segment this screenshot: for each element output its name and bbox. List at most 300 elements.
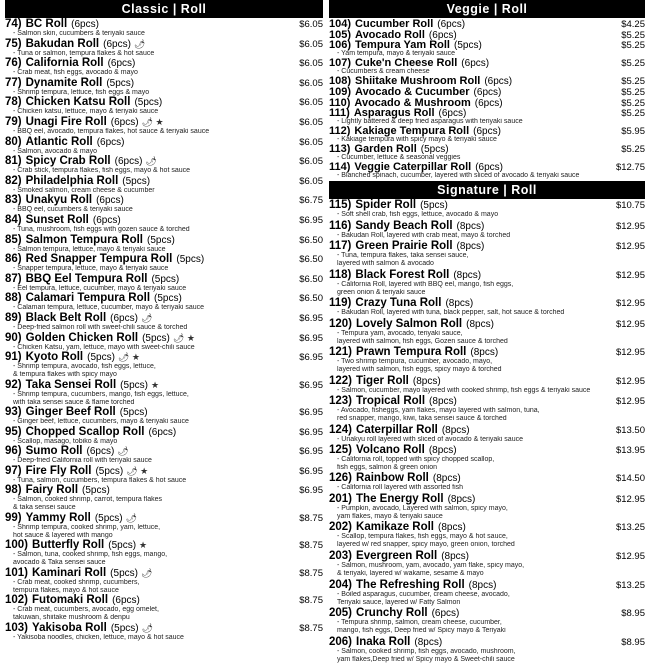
item-price: $6.95	[299, 446, 323, 458]
item-name: Unakyu Roll	[25, 194, 93, 207]
item-description: - Tuna, mushroom, fish eggs with gozen sauce & torched	[13, 225, 190, 233]
item-number: 105)	[329, 28, 352, 41]
menu-item	[329, 161, 645, 179]
menu-item-row	[5, 622, 323, 634]
item-price: $12.75	[615, 162, 645, 174]
item-description: - Shrimp tempura, cooked shrimp, yam, lettuce,	[13, 523, 161, 531]
item-number: 107)	[329, 57, 352, 70]
item-description: - Scallop, tempura flakes, fish eggs, mayo & hot sauce,	[337, 533, 508, 541]
item-description: - Eel tempura, lettuce, cucumber, mayo & teriyaki sauce	[13, 284, 187, 292]
menu-item-row	[329, 297, 645, 309]
item-price: $6.50	[299, 234, 323, 246]
item-name: Butterfly Roll	[32, 539, 105, 552]
item-description: - Crab meat, fish eggs, avocado & mayo	[13, 69, 138, 77]
item-price: $6.05	[299, 19, 323, 30]
item-name: Cucumber Roll	[355, 18, 434, 30]
menu-item-row	[329, 550, 645, 562]
item-price: $6.50	[299, 273, 323, 285]
item-price: $12.95	[615, 318, 645, 330]
item-name: Garden Roll	[354, 143, 417, 156]
item-name: Avocado & Mushroom	[354, 96, 471, 109]
menu-item	[329, 107, 645, 125]
item-pieces: (5pcs)	[122, 175, 151, 187]
menu-item-row	[5, 77, 323, 89]
menu-item	[329, 18, 645, 29]
item-name: Kakiage Tempura Roll	[354, 125, 470, 138]
item-number: 121)	[329, 346, 353, 359]
item-number: 92)	[5, 378, 22, 391]
item-description: - Salmon, cucumber, mayo layered with cooked shrimp, fish eggs & teriyaki sauce	[337, 386, 591, 394]
item-pieces: (8pcs)	[428, 444, 457, 456]
item-name: Yammy Roll	[25, 511, 91, 524]
item-pieces: (6pcs)	[96, 195, 124, 207]
item-description: fish eggs, salmon & green onion	[337, 463, 438, 471]
item-price: $12.95	[615, 375, 645, 387]
item-name: Golden Chicken Roll	[25, 331, 139, 344]
item-description: - Shrimp tempura, lettuce, fish eggs & mayo	[13, 88, 150, 96]
menu-item-row	[329, 375, 645, 387]
item-price: $8.75	[299, 622, 323, 634]
item-price: $13.50	[615, 424, 645, 436]
item-pieces: (5pcs)	[87, 352, 115, 364]
item-price: $6.05	[299, 38, 323, 50]
item-description: - California roll, topped with spicy chopped scallop,	[337, 455, 495, 463]
menu-item-row	[5, 273, 323, 285]
item-description: - Ginger beef, lettuce, cucumbers, mayo & teriyaki sauce	[13, 418, 189, 426]
item-pieces: (6pcs)	[475, 162, 503, 174]
item-description: - Chicken katsu, lettuce, mayo & teriyaki sauce	[13, 108, 159, 116]
item-description: - Smoked salmon, cream cheese & cucumber	[13, 186, 155, 194]
item-number: 118)	[329, 268, 352, 281]
item-description: - Cucumbers & cream cheese	[337, 67, 430, 75]
item-number: 119)	[329, 297, 352, 310]
item-number: 123)	[329, 395, 353, 407]
item-description: mango, fish eggs, Deep fried w/ Spicy mayo & Teriyaki	[337, 627, 506, 635]
item-name: Bakudan Roll	[25, 37, 100, 50]
item-price: $6.95	[299, 407, 323, 419]
menu-item	[329, 125, 645, 143]
menu-item	[5, 465, 323, 485]
item-price: $5.25	[621, 29, 645, 41]
item-price: $6.05	[299, 136, 323, 148]
menu-item	[5, 155, 323, 175]
menu-item-row	[5, 465, 323, 477]
menu-item	[5, 136, 323, 156]
item-name: Rainbow Roll	[356, 472, 429, 485]
menu-item-row	[5, 406, 323, 418]
menu-item	[329, 86, 645, 97]
item-pieces: (6pcs)	[438, 108, 467, 120]
item-price: $6.75	[299, 195, 323, 207]
item-description: - Yakisoba noodles, chicken, lettuce, mayo & hot sauce	[13, 633, 184, 641]
menu-item-row	[329, 97, 645, 108]
menu-item	[329, 579, 645, 608]
menu-item-row	[329, 143, 645, 154]
item-number: 109)	[329, 86, 352, 99]
item-number: 116)	[329, 219, 352, 232]
item-name: Calamari Tempura Roll	[25, 292, 151, 305]
item-name: Lovely Salmon Roll	[356, 317, 463, 330]
menu-item-row	[5, 38, 323, 50]
item-pieces: (8pcs)	[456, 241, 485, 253]
item-name: Kaminari Roll	[32, 566, 107, 579]
item-number: 202)	[329, 521, 353, 534]
menu-item-row	[329, 521, 645, 533]
classic-roll-header: Classic | Roll	[5, 0, 323, 18]
item-pieces: (5pcs)	[82, 485, 110, 497]
item-name: Ginger Beef Roll	[25, 406, 116, 419]
item-name: Black Forest Roll	[355, 268, 450, 281]
item-number: 112)	[329, 125, 351, 138]
item-number: 126)	[329, 472, 353, 485]
item-name: Inaka Roll	[356, 635, 411, 648]
item-description: - Salmon, tuna, cooked shrimp, fish eggs, mango,	[13, 551, 168, 559]
menu-item	[329, 636, 645, 664]
item-price: $5.25	[621, 58, 645, 70]
menu-item-row	[329, 220, 645, 232]
item-price: $12.95	[615, 220, 645, 232]
classic-roll-column	[5, 0, 323, 642]
item-name: The Energy Roll	[356, 492, 444, 505]
menu-item-row	[5, 116, 323, 128]
menu-item	[5, 18, 323, 38]
menu-item	[5, 567, 323, 595]
item-pieces: (8pcs)	[429, 396, 457, 407]
item-description: - Salmon, mushroom, yam, avocado, yam flake, spicy mayo,	[337, 561, 525, 569]
item-pieces: (6pcs)	[92, 214, 121, 226]
item-tag-icons: 🌶	[125, 512, 138, 523]
item-name: Avocado & Cucumber	[355, 86, 470, 99]
signature-roll-list	[329, 199, 645, 664]
item-name: BBQ Eel Tempura Roll	[25, 272, 148, 285]
item-number: 76)	[5, 57, 22, 70]
menu-item	[5, 38, 323, 58]
menu-item-row	[329, 107, 645, 118]
item-pieces: (5pcs)	[146, 234, 175, 246]
menu-item-row	[5, 379, 323, 391]
item-name: Spider Roll	[355, 199, 417, 212]
menu-item-row	[5, 426, 323, 438]
menu-item-row	[5, 512, 323, 524]
menu-item-row	[329, 39, 645, 50]
item-tag-icons: 🌶	[141, 622, 154, 633]
item-name: Salmon Tempura Roll	[25, 233, 143, 246]
item-name: Tiger Roll	[356, 374, 409, 387]
item-pieces: (6pcs)	[473, 87, 502, 99]
item-description: - California roll layered with assorted fish	[337, 484, 464, 492]
item-pieces: (6pcs)	[148, 426, 177, 438]
item-description: - California Roll, layered with BBQ eel, mango, fish eggs,	[337, 280, 514, 288]
menu-item	[5, 175, 323, 195]
menu-item	[329, 75, 645, 86]
item-price: $14.50	[615, 473, 645, 485]
item-name: Evergreen Roll	[356, 549, 438, 562]
item-number: 101)	[5, 566, 29, 579]
item-pieces: (6pcs)	[474, 97, 503, 109]
signature-roll-header: Signature | Roll	[329, 181, 645, 199]
item-name: BC Roll	[25, 18, 68, 30]
item-pieces: (6pcs)	[86, 446, 115, 458]
item-number: 125)	[329, 443, 353, 456]
item-number: 78)	[5, 96, 22, 109]
item-number: 124)	[329, 423, 353, 436]
menu-item-row	[5, 18, 323, 30]
item-name: Red Snapper Tempura Roll	[25, 253, 173, 266]
menu-item	[5, 312, 323, 332]
item-number: 108)	[329, 75, 352, 88]
menu-item	[5, 379, 323, 407]
item-price: $6.05	[299, 77, 323, 89]
menu-item	[329, 550, 645, 579]
item-name: Futomaki Roll	[32, 594, 109, 607]
menu-item	[5, 539, 323, 567]
item-description: yam flakes, mayo & teriyaki sauce	[337, 512, 443, 520]
item-number: 93)	[5, 406, 22, 419]
item-pieces: (5pcs)	[108, 540, 137, 552]
item-name: Shiitake Mushroom Roll	[355, 75, 481, 88]
item-pieces: (5pcs)	[106, 77, 135, 89]
menu-item	[329, 521, 645, 550]
item-name: Green Prairie Roll	[355, 240, 453, 253]
menu-item	[329, 97, 645, 108]
item-tag-icons: 🌶	[117, 446, 129, 457]
item-number: 95)	[5, 425, 22, 438]
item-number: 89)	[5, 311, 22, 324]
item-pieces: (6pcs)	[112, 595, 140, 607]
item-name: Chicken Katsu Roll	[25, 96, 131, 109]
menu-item-row	[5, 234, 323, 246]
item-pieces: (8pcs)	[438, 522, 466, 534]
menu-item	[329, 607, 645, 636]
item-price: $6.95	[299, 352, 323, 364]
menu-item-row	[329, 493, 645, 505]
menu-item	[5, 273, 323, 293]
item-number: 91)	[5, 351, 22, 364]
item-pieces: (6pcs)	[103, 38, 131, 50]
item-pieces: (8pcs)	[468, 579, 497, 591]
item-price: $5.25	[621, 97, 645, 109]
item-pieces: (6pcs)	[110, 116, 139, 128]
item-pieces: (5pcs)	[110, 567, 138, 579]
menu-item-row	[5, 214, 323, 226]
menu-item	[329, 472, 645, 492]
item-name: Crunchy Roll	[356, 607, 428, 620]
menu-item-row	[5, 351, 323, 363]
menu-item	[329, 318, 645, 347]
item-description: - Crab meat, cucumbers, avocado, egg omelet,	[13, 606, 159, 614]
item-pieces: (6pcs)	[473, 126, 501, 138]
item-description: - Shrimp tempura, cucumbers, mango, fish eggs, lettuce,	[13, 390, 189, 398]
item-pieces: (8pcs)	[445, 298, 474, 310]
item-description: - Kakiage tempura with spicy mayo & teriyaki sauce	[337, 135, 497, 143]
menu-item	[329, 269, 645, 298]
right-column	[329, 0, 645, 664]
menu-item-row	[5, 57, 323, 69]
item-name: Yakisoba Roll	[32, 621, 107, 634]
item-name: Kamikaze Roll	[356, 521, 435, 534]
menu-item	[5, 445, 323, 465]
menu-item	[329, 240, 645, 269]
item-name: Veggie Caterpillar Roll	[354, 161, 472, 174]
item-number: 90)	[5, 331, 22, 344]
item-name: Sumo Roll	[25, 445, 83, 458]
item-description: - Blanched spinach, cucumber, layered with sliced of avocado & teriyaki sauce	[337, 171, 580, 179]
item-price: $12.95	[615, 396, 645, 407]
item-tag-icons: 🌶	[140, 312, 153, 323]
menu-item-row	[329, 472, 645, 484]
item-description: - Calamari tempura, lettuce, cucumber, mayo & teriyaki sauce	[13, 304, 205, 312]
menu-item-row	[5, 567, 323, 579]
item-description: layered with salmon, fish eggs, spicy mayo & torched	[337, 366, 502, 374]
item-price: $12.95	[615, 269, 645, 281]
menu-item	[5, 484, 323, 512]
item-price: $8.75	[299, 595, 323, 607]
menu-item-row	[329, 395, 645, 407]
menu-item	[5, 406, 323, 426]
item-tag-icons: ★	[150, 379, 160, 390]
menu-item	[329, 424, 645, 444]
item-price: $6.95	[299, 465, 323, 477]
item-pieces: (8pcs)	[453, 269, 482, 281]
menu-item-row	[329, 18, 645, 29]
item-pieces: (5pcs)	[120, 379, 148, 391]
item-pieces: (8pcs)	[412, 375, 441, 387]
item-pieces: (5pcs)	[420, 144, 449, 156]
menu-item	[5, 234, 323, 254]
item-name: Crazy Tuna Roll	[355, 297, 442, 310]
item-price: $6.95	[299, 426, 323, 438]
item-price: $8.75	[299, 567, 323, 579]
item-price: $8.95	[621, 636, 645, 648]
item-number: 88)	[5, 292, 22, 305]
item-description: - Boiled asparagus, cucumber, cream cheese, avocado,	[337, 590, 510, 598]
item-price: $13.25	[615, 522, 645, 534]
item-description: & tempura flakes with spicy mayo	[13, 371, 117, 379]
item-number: 120)	[329, 317, 353, 330]
menu-item	[5, 594, 323, 622]
item-number: 206)	[329, 635, 353, 648]
item-price: $5.95	[621, 126, 645, 138]
item-name: Tropical Roll	[356, 395, 426, 407]
item-pieces: (6pcs)	[437, 19, 466, 30]
item-name: Tempura Yam Roll	[355, 39, 450, 52]
item-tag-icons: 🌶 ★	[172, 332, 195, 343]
menu-item	[5, 292, 323, 312]
item-price: $5.25	[621, 40, 645, 52]
item-description: - Tuna or salmon, tempura flakes & hot sauce	[13, 49, 155, 57]
item-pieces: (6pcs)	[96, 136, 125, 148]
item-pieces: (5pcs)	[119, 407, 148, 419]
item-price: $12.95	[615, 347, 645, 359]
item-price: $6.05	[299, 175, 323, 187]
item-number: 110)	[329, 96, 351, 109]
item-price: $6.95	[299, 332, 323, 344]
menu-item	[329, 199, 645, 219]
item-number: 75)	[5, 37, 22, 50]
item-price: $5.25	[621, 76, 645, 88]
item-price: $5.25	[621, 87, 645, 99]
item-name: Philadelphia Roll	[25, 174, 119, 187]
menu-item	[5, 96, 323, 116]
item-description: - Lightly battered & deep fried asparagus with teriyaki sauce	[337, 117, 523, 125]
item-number: 106)	[329, 39, 352, 52]
item-name: Sandy Beach Roll	[355, 219, 453, 232]
item-pieces: (8pcs)	[441, 424, 470, 436]
item-description: - Chicken Katsu, yam, lettuce, mayo with sweet-chili sauce	[13, 343, 195, 351]
item-price: $4.25	[621, 19, 645, 30]
menu-item-row	[5, 332, 323, 344]
menu-item-row	[5, 312, 323, 324]
item-number: 100)	[5, 539, 29, 552]
menu-item-row	[329, 444, 645, 456]
item-number: 99)	[5, 511, 22, 524]
item-name: California Roll	[25, 57, 104, 70]
item-pieces: (5pcs)	[95, 465, 124, 477]
item-name: The Refreshing Roll	[356, 578, 465, 591]
item-number: 122)	[329, 374, 353, 387]
menu-item-row	[329, 579, 645, 591]
menu-item	[5, 426, 323, 446]
item-pieces: (8pcs)	[432, 473, 461, 485]
menu-item	[329, 395, 645, 424]
item-description: takuwan, shiitake mushroom & denpu	[13, 614, 130, 622]
menu-item	[5, 214, 323, 234]
item-pieces: (5pcs)	[110, 622, 139, 634]
item-description: - Yam tempura, mayo & teriyaki sauce	[337, 49, 456, 57]
menu-item-row	[329, 346, 645, 358]
item-description: - Salmon, cooked shrimp, fish eggs, avocado, mushroom,	[337, 647, 516, 655]
menu-item-row	[5, 155, 323, 167]
item-pieces: (6pcs)	[114, 156, 143, 168]
menu-item-row	[329, 269, 645, 281]
item-description: hot sauce & layered with mango	[13, 531, 113, 539]
item-description: - Pumpkin, avocado, Layered with salmon, spicy mayo,	[337, 504, 508, 512]
item-pieces: (5pcs)	[151, 273, 180, 285]
item-pieces: (5pcs)	[420, 200, 448, 212]
item-price: $6.50	[299, 293, 323, 305]
item-description: - Soft shell crab, fish eggs, lettuce, avocado & mayo	[337, 211, 499, 219]
item-description: & teriyaki, layered w/ wakame, sesame & mayo	[337, 569, 484, 577]
menu-item-row	[329, 636, 645, 648]
item-number: 74)	[5, 18, 22, 30]
item-name: Unagi Fire Roll	[25, 115, 107, 128]
item-name: Avocado Roll	[355, 28, 425, 41]
menu-item-row	[5, 594, 323, 606]
item-number: 111)	[329, 107, 350, 120]
item-description: - BBQ eel, avocado, tempura flakes, hot sauce & teriyaki sauce	[13, 127, 210, 135]
menu-item	[329, 346, 645, 375]
item-description: layered with salmon & avocado	[337, 260, 434, 268]
item-number: 102)	[5, 594, 29, 607]
item-name: Fairy Roll	[25, 484, 79, 497]
item-pieces: (5pcs)	[94, 512, 123, 524]
item-price: $6.95	[299, 214, 323, 226]
item-price: $12.95	[615, 550, 645, 562]
menu-item	[5, 332, 323, 352]
item-description: - Two shrimp tempura, cucumber, avocado, mayo,	[337, 358, 493, 366]
item-description: - Crab stick, tempura flakes, fish eggs, mayo & hot sauce	[13, 167, 191, 175]
item-price: $6.95	[299, 312, 323, 324]
item-pieces: (6pcs)	[107, 58, 136, 70]
item-price: $12.95	[615, 298, 645, 310]
item-pieces: (8pcs)	[456, 220, 485, 232]
item-pieces: (6pcs)	[71, 19, 99, 30]
item-price: $5.25	[621, 108, 645, 120]
item-price: $8.75	[299, 512, 323, 524]
item-tag-icons: 🌶	[140, 567, 153, 578]
item-number: 203)	[329, 549, 353, 562]
item-tag-icons: 🌶 ★	[117, 352, 140, 363]
